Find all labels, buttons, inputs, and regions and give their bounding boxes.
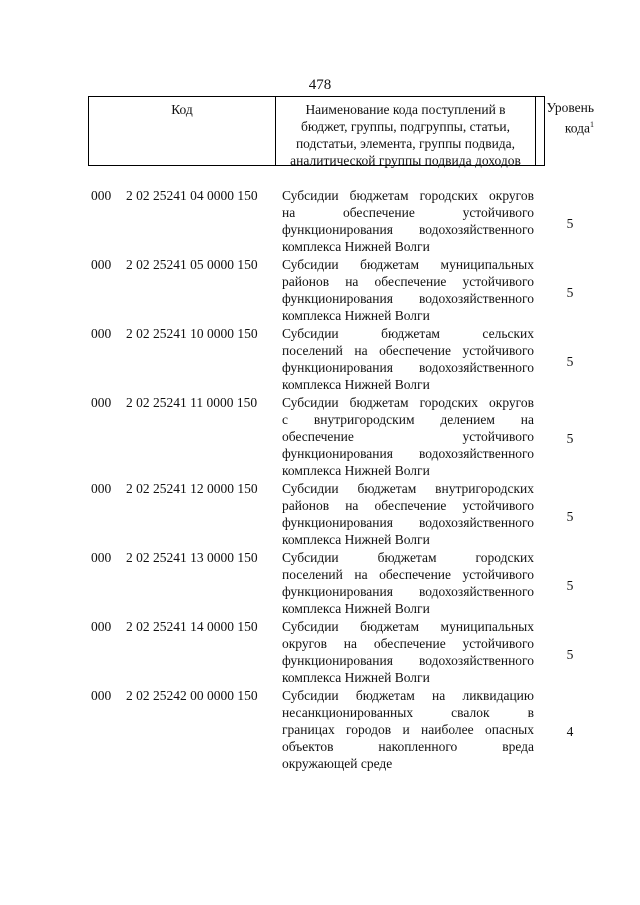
row-description-line: комплекса Нижней Волги bbox=[282, 532, 430, 547]
header-name-line: аналитической группы подвида доходов bbox=[290, 153, 521, 168]
row-description-line: с внутригородским делением на bbox=[282, 412, 534, 427]
row-level: 5 bbox=[566, 285, 574, 300]
row-level: 5 bbox=[566, 509, 574, 524]
header-kod: Код bbox=[171, 102, 193, 117]
row-description-line: Субсидии бюджетам сельских bbox=[282, 326, 534, 341]
row-income-code: 2 02 25241 13 0000 150 bbox=[126, 550, 258, 565]
row-level: 5 bbox=[566, 578, 574, 593]
row-admin-code: 000 bbox=[91, 326, 112, 341]
row-description bbox=[282, 549, 534, 617]
row-income-code: 2 02 25241 05 0000 150 bbox=[126, 257, 258, 272]
row-description-line: Субсидии бюджетам внутригородских bbox=[282, 481, 534, 496]
row-level: 5 bbox=[566, 647, 574, 662]
row-description-line: функционирования водохозяйственного bbox=[282, 515, 534, 530]
header-name-line: подстатьи, элемента, группы подвида, bbox=[295, 136, 516, 151]
row-admin-code: 000 bbox=[91, 395, 112, 410]
row-description-line: Субсидии бюджетам городских bbox=[282, 550, 534, 565]
row-description-line: функционирования водохозяйственного bbox=[282, 222, 534, 237]
row-admin-code: 000 bbox=[91, 257, 112, 272]
row-description-line: комплекса Нижней Волги bbox=[282, 670, 430, 685]
row-description-line: функционирования водохозяйственного bbox=[282, 291, 534, 306]
row-description-line: районов на обеспечение устойчивого bbox=[282, 274, 534, 289]
row-description-line: функционирования водохозяйственного bbox=[282, 653, 534, 668]
header-name bbox=[275, 97, 536, 168]
row-income-code: 2 02 25241 12 0000 150 bbox=[126, 481, 258, 496]
header-level-label: кода bbox=[564, 120, 590, 136]
row-description-line: окружающей среде bbox=[282, 756, 393, 771]
header-name-line: бюджет, группы, подгруппы, статьи, bbox=[301, 119, 510, 134]
row-description bbox=[282, 480, 534, 548]
row-description-line: несанкционированных свалок в bbox=[282, 705, 534, 720]
row-level: 5 bbox=[566, 354, 574, 369]
row-description-line: Субсидии бюджетам городских округов bbox=[282, 188, 534, 203]
row-description-line: Субсидии бюджетам муниципальных bbox=[282, 257, 534, 272]
row-admin-code: 000 bbox=[91, 188, 112, 203]
row-income-code: 2 02 25241 11 0000 150 bbox=[126, 395, 258, 410]
row-income-code: 2 02 25241 14 0000 150 bbox=[126, 619, 258, 634]
row-description bbox=[282, 187, 534, 255]
row-description-line: функционирования водохозяйственного bbox=[282, 584, 534, 599]
header-level bbox=[536, 97, 598, 165]
row-income-code: 2 02 25242 00 0000 150 bbox=[126, 688, 258, 703]
header-name-line: Наименование кода поступлений в bbox=[305, 102, 506, 117]
row-description-line: функционирования водохозяйственного bbox=[282, 446, 534, 461]
row-description-line: округов на обеспечение устойчивого bbox=[282, 636, 534, 651]
row-level: 5 bbox=[566, 216, 574, 231]
row-description-line: поселений на обеспечение устойчивого bbox=[282, 567, 534, 582]
row-admin-code: 000 bbox=[91, 619, 112, 634]
row-description-line: комплекса Нижней Волги bbox=[282, 308, 430, 323]
row-description bbox=[282, 618, 534, 686]
row-description-line: функционирования водохозяйственного bbox=[282, 360, 534, 375]
page-number: 478 bbox=[308, 77, 332, 93]
row-description-line: районов на обеспечение устойчивого bbox=[282, 498, 534, 513]
row-description bbox=[282, 394, 534, 479]
row-description-line: комплекса Нижней Волги bbox=[282, 377, 430, 392]
header-level-line1: Уровень bbox=[546, 100, 594, 115]
row-description-line: Субсидии бюджетам муниципальных bbox=[282, 619, 534, 634]
row-description-line: обеспечение устойчивого bbox=[282, 429, 534, 444]
table-header bbox=[88, 96, 594, 168]
row-description bbox=[282, 325, 534, 393]
row-description-line: комплекса Нижней Волги bbox=[282, 239, 430, 254]
row-admin-code: 000 bbox=[91, 550, 112, 565]
row-description-line: поселений на обеспечение устойчивого bbox=[282, 343, 534, 358]
row-income-code: 2 02 25241 04 0000 150 bbox=[126, 188, 258, 203]
row-description bbox=[282, 256, 534, 324]
header-level-footnote: 1 bbox=[590, 120, 594, 129]
row-level: 4 bbox=[566, 724, 574, 739]
row-description-line: границах городов и наиболее опасных bbox=[282, 722, 534, 737]
row-description bbox=[282, 687, 534, 772]
row-description-line: на обеспечение устойчивого bbox=[282, 205, 534, 220]
header-level-line2 bbox=[536, 116, 594, 137]
row-description-line: Субсидии бюджетам городских округов bbox=[282, 395, 534, 410]
row-description-line: комплекса Нижней Волги bbox=[282, 463, 430, 478]
row-income-code: 2 02 25241 10 0000 150 bbox=[126, 326, 258, 341]
row-description-line: объектов накопленного вреда bbox=[282, 739, 534, 754]
row-level: 5 bbox=[566, 431, 574, 446]
row-admin-code: 000 bbox=[91, 688, 112, 703]
row-description-line: Субсидии бюджетам на ликвидацию bbox=[282, 688, 534, 703]
row-admin-code: 000 bbox=[91, 481, 112, 496]
row-description-line: комплекса Нижней Волги bbox=[282, 601, 430, 616]
